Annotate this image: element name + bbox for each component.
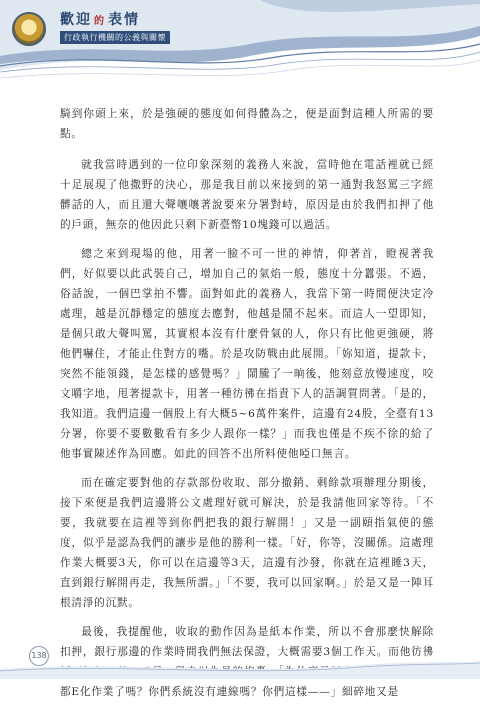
page-number: 138 xyxy=(29,646,49,666)
paragraph: 就我當時遇到的一位印象深刻的義務人來說，當時他在電話裡就已經十足展現了他撒野的決心，那是我目前以來接到的第一通對我怒罵三字經髒話的人，而且還大聲嚷嚷著說要來分署對峙，原因是由於我們扣押了他的戶頭，無奈的他因此只剩下新臺幣10塊錢可以過活。 xyxy=(60,159,434,231)
brand-logo xyxy=(6,4,206,60)
article-body xyxy=(60,104,434,711)
paragraph: 總之來到現場的他，用著一臉不可一世的神情，仰著首，瞪視著我們，好似要以此武裝自己，增加自己的氣焰一般，態度十分囂張。不過，俗話說，一個巴掌拍不響。面對如此的義務人，我當下第一時間便決定冷處理，越是沉靜穩定的態度去應對，他越是鬧不起來。而這人一望即知，是個只敢大聲叫罵，其實根本沒有什麼骨氣的人，你只有比他更強硬，將他們嚇住，才能止住對方的嘴。於是攻防戰由此展開。「妳知道，提款卡，突然不能領錢，是怎樣的感覺嗎？」鬧騰了一晌後，他刻意放慢速度，咬文嚼字地，甩著提款卡，用著一種彷彿在指責下人的語調質問著。「是的，我知道。我們這邊一個股上有大概5~6萬件案件，這邊有24股，全臺有13分署，你要不要數數看有多少人跟你一樣？」而我也僅是不疾不徐的給了他事實陳述作為回應。如此的回答不出所料使他啞口無言。 xyxy=(60,248,434,460)
publication-title: 歡迎 的 表情 xyxy=(60,12,140,28)
footer-wave-decoration xyxy=(0,655,480,679)
paragraph: 而在確定要對他的存款部份收取、部分撤銷、剩餘款項辦理分期後，接下來便是我們這邊將公文處理好就可解決，於是我請他回家等待。「不要，我就要在這裡等到你們把我的銀行解開！」又是一副頤指氣使的態度，似乎是認為我們的讓步是他的勝利一樣。「好，你等，沒關係。這處理作業大概要3天，你可以在這邊等3天，這邊有沙發，你就在這裡睡3天，直到銀行解開再走，我無所謂。」「不要，我可以回家啊。」於是又是一陣耳根清淨的沉默。 xyxy=(60,477,434,609)
agency-seal-icon xyxy=(12,12,46,46)
publication-subtitle: 行政執行機關的公義與關懷 xyxy=(60,31,170,44)
paragraph: 最後，我提醒他，收取的動作因為是紙本作業，所以不會那麼快解除扣押，銀行那邊的作業時間我們無法保證，大概需要3個工作天。而他彷彿 都E化作業了嗎？你們系統沒有連線嗎？你們這樣——」細碎地又是 xyxy=(60,626,434,698)
paragraph: 騎到你頭上來，於是強硬的態度如何得體為之，便是面對這種人所需的要點。 xyxy=(60,108,434,140)
